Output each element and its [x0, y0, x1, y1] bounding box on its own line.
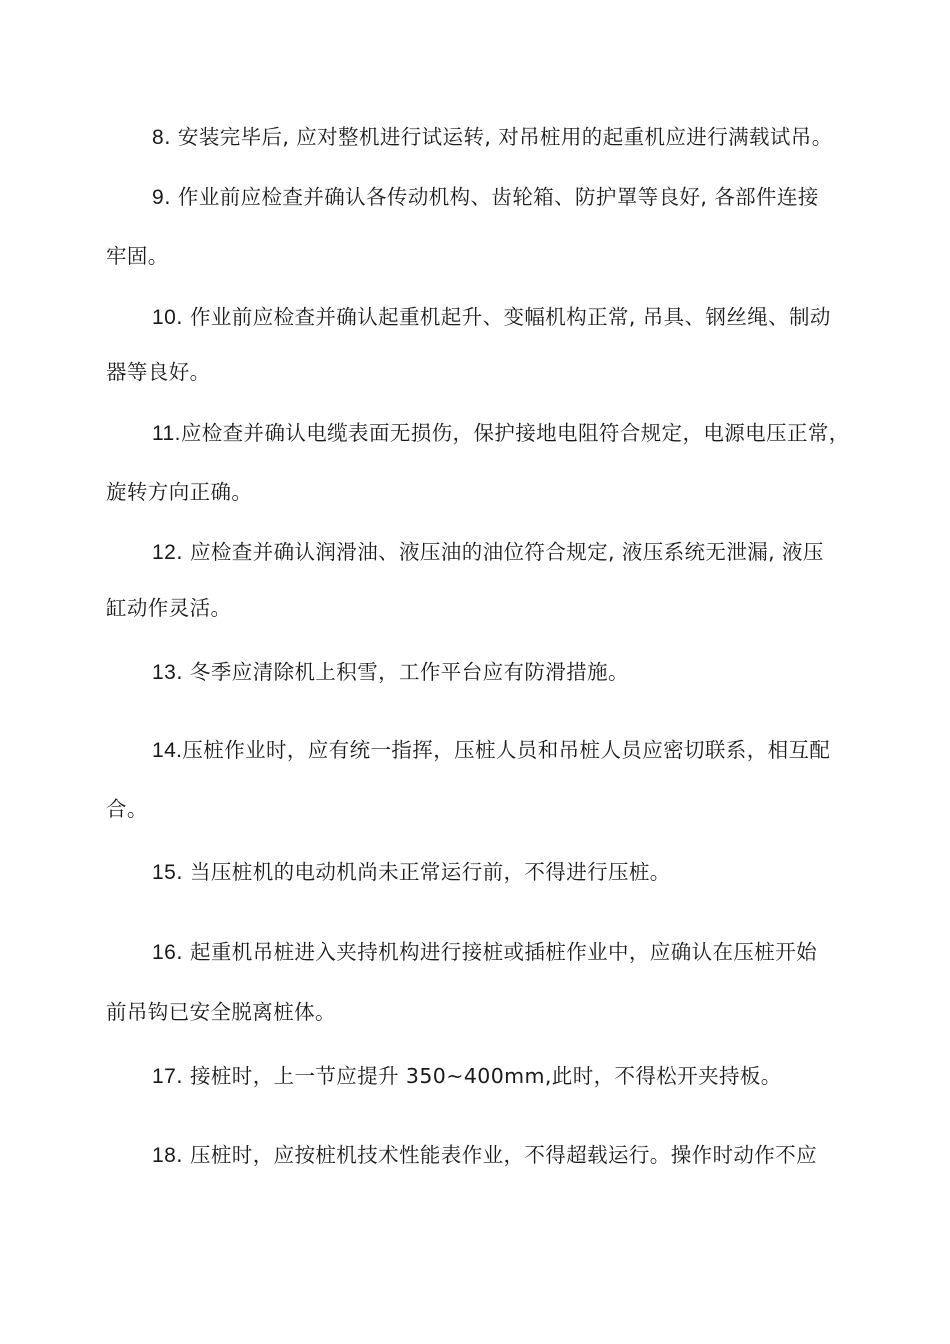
item-14-line-2: 合。 — [106, 797, 148, 821]
item-10-line-2: 器等良好。 — [106, 360, 211, 384]
item-12-line-1 — [152, 537, 824, 568]
item-10-line-1 — [152, 302, 831, 333]
item-17-line-1 — [152, 1061, 782, 1092]
item-14-number: 14. — [152, 739, 183, 762]
item-14-text: 压桩作业时，应有统一指挥，压桩人员和吊桩人员应密切联系，相互配 — [182, 738, 831, 762]
item-17-text: . 接桩时，上一节应提升 350~400mm,此时，不得松开夹持板。 — [176, 1064, 782, 1088]
item-9-text: . 作业前应检查并确认各传动机构、齿轮箱、防护罩等良好, 各部件连接 — [164, 185, 819, 209]
item-18-text: . 压桩时，应按桩机技术性能表作业，不得超载运行。操作时动作不应 — [176, 1143, 818, 1167]
item-16-line-2: 前吊钩已安全脱离桩体。 — [106, 1000, 336, 1024]
item-15-line-1 — [152, 857, 671, 888]
item-9-line-2: 牢固。 — [106, 244, 169, 268]
item-9-line-1 — [152, 182, 819, 213]
item-18-number: 18 — [152, 1144, 177, 1167]
item-16-text: . 起重机吊桩进入夹持机构进行接桩或插桩作业中，应确认在压桩开始 — [176, 940, 818, 964]
item-16-line-1 — [152, 937, 817, 968]
item-16-number: 16 — [152, 941, 177, 964]
item-10-number: 10 — [152, 306, 177, 329]
item-15-number: 15 — [152, 861, 177, 884]
item-11-line-1 — [152, 418, 850, 449]
item-13-text: . 冬季应清除机上积雪，工作平台应有防滑措施。 — [176, 660, 629, 684]
item-8-line-1 — [152, 122, 833, 153]
item-12-number: 12 — [152, 541, 177, 564]
item-11-line-2: 旋转方向正确。 — [106, 480, 253, 504]
item-8-number: 8 — [152, 126, 165, 149]
item-13-number: 13 — [152, 661, 177, 684]
item-8-text: . 安装完毕后, 应对整机进行试运转, 对吊桩用的起重机应进行满载试吊。 — [164, 125, 833, 149]
item-11-number: 11. — [152, 422, 181, 445]
item-15-text: . 当压桩机的电动机尚未正常运行前，不得进行压桩。 — [176, 860, 671, 884]
item-17-number: 17 — [152, 1065, 177, 1088]
item-10-text: . 作业前应检查并确认起重机起升、变幅机构正常, 吊具、钢丝绳、制动 — [176, 305, 831, 329]
item-12-line-2: 缸动作灵活。 — [106, 596, 232, 620]
item-14-line-1 — [152, 735, 830, 766]
item-13-line-1 — [152, 657, 629, 688]
item-9-number: 9 — [152, 186, 165, 209]
item-11-text: 应检查并确认电缆表面无损伤，保护接地电阻符合规定，电源电压正常， — [180, 421, 850, 445]
item-18-line-1 — [152, 1140, 817, 1171]
item-12-text: . 应检查并确认润滑油、液压油的油位符合规定, 液压系统无泄漏, 液压 — [176, 540, 824, 564]
